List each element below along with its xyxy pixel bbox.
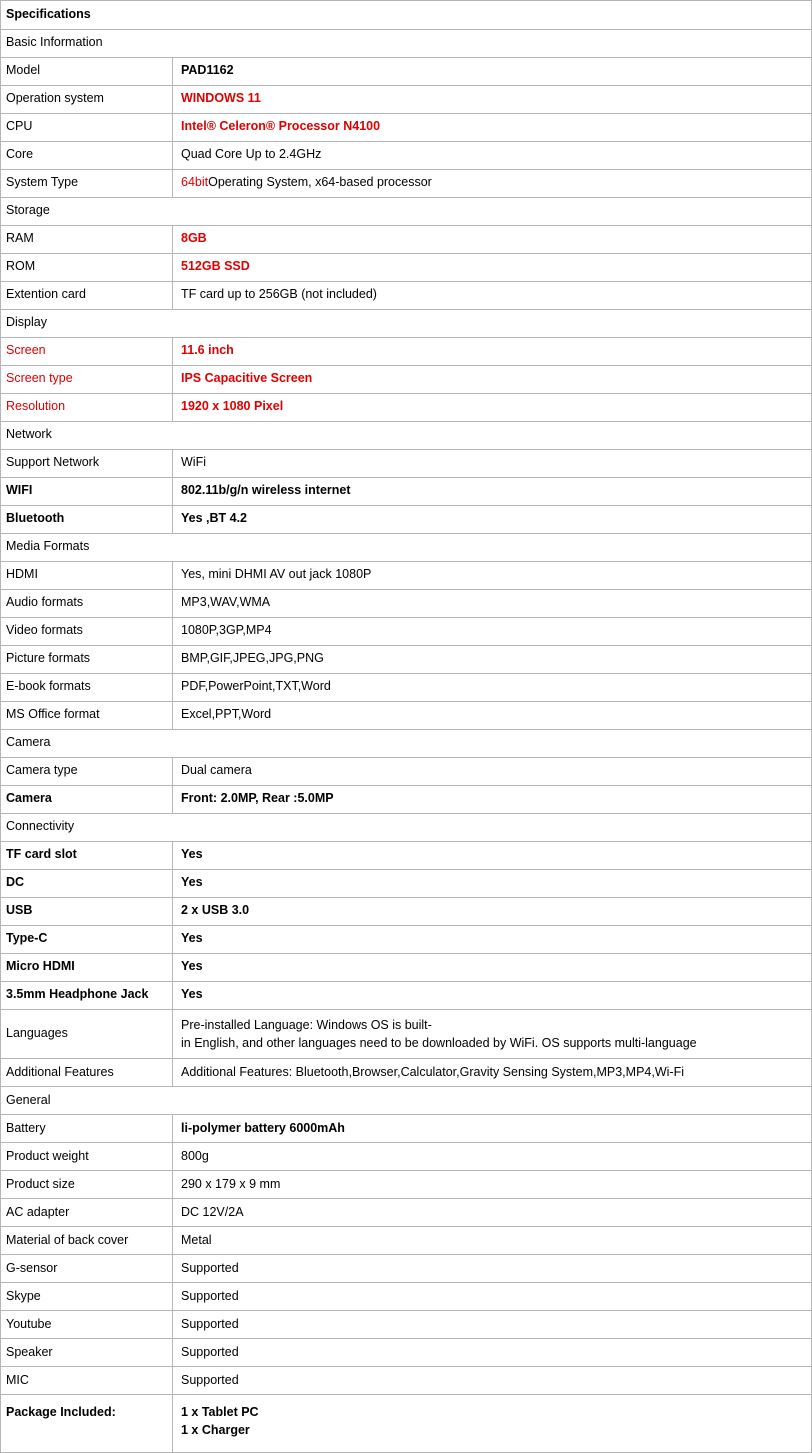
row-label-hdmi: HDMI — [1, 562, 173, 589]
row-value-skype: Supported — [181, 1288, 239, 1303]
row-value-back-cover-material: Metal — [181, 1232, 212, 1247]
row-value-type-c: Yes — [181, 931, 203, 946]
row-label-model: Model — [1, 58, 173, 85]
row-value-bluetooth: Yes ,BT 4.2 — [181, 511, 248, 526]
row-label-bluetooth: Bluetooth — [1, 506, 173, 533]
table-row — [1, 646, 811, 674]
table-row — [1, 702, 811, 730]
section-header-storage — [1, 198, 811, 226]
row-value-picture-formats: BMP,GIF,JPEG,JPG,PNG — [181, 651, 324, 666]
row-label-ebook-formats: E-book formats — [1, 674, 173, 701]
table-row — [1, 394, 811, 422]
row-label-ms-office-format: MS Office format — [1, 702, 173, 729]
row-value-headphone-jack: Yes — [181, 987, 203, 1002]
row-label-product-size: Product size — [1, 1171, 173, 1198]
table-row — [1, 618, 811, 646]
table-row — [1, 1311, 811, 1339]
section-header-general — [1, 1087, 811, 1115]
row-label-back-cover-material: Material of back cover — [1, 1227, 173, 1254]
table-row — [1, 254, 811, 282]
row-label-rom: ROM — [1, 254, 173, 281]
languages-line-2: in English, and other languages need to be downloaded by WiFi. OS supports multi-language — [181, 1035, 697, 1050]
row-value-speaker: Supported — [181, 1344, 239, 1359]
row-label-camera-type: Camera type — [1, 758, 173, 785]
row-value-operation-system: WINDOWS 11 — [181, 91, 261, 106]
package-item-1: 1 x Tablet PC — [181, 1404, 259, 1419]
row-value-languages — [173, 1010, 811, 1058]
system-type-bits: 64bit — [181, 175, 209, 190]
table-row — [1, 982, 811, 1010]
row-label-ram: RAM — [1, 226, 173, 253]
row-label-micro-hdmi: Micro HDMI — [1, 954, 173, 981]
row-label-type-c: Type-C — [1, 926, 173, 953]
row-label-extention-card: Extention card — [1, 282, 173, 309]
row-label-wifi: WIFI — [1, 478, 173, 505]
table-row — [1, 1199, 811, 1227]
table-row-package-included — [1, 1395, 811, 1453]
row-value-package-included — [173, 1395, 811, 1452]
table-row — [1, 786, 811, 814]
row-label-mic: MIC — [1, 1367, 173, 1394]
row-value-camera-type: Dual camera — [181, 763, 252, 778]
section-header-basic-information — [1, 30, 811, 58]
table-row — [1, 338, 811, 366]
row-label-camera: Camera — [1, 786, 173, 813]
table-row — [1, 1227, 811, 1255]
table-row — [1, 590, 811, 618]
table-row — [1, 758, 811, 786]
row-label-video-formats: Video formats — [1, 618, 173, 645]
section-label: Display — [6, 315, 47, 330]
section-label: Media Formats — [6, 539, 90, 554]
table-row — [1, 870, 811, 898]
row-value-youtube: Supported — [181, 1316, 239, 1331]
system-type-rest: Operating System, x64-based processor — [208, 175, 432, 190]
table-row — [1, 114, 811, 142]
row-label-audio-formats: Audio formats — [1, 590, 173, 617]
row-value-screen-type: IPS Capacitive Screen — [181, 371, 313, 386]
row-value-support-network: WiFi — [181, 455, 206, 470]
table-row — [1, 1367, 811, 1395]
row-value-rom: 512GB SSD — [181, 259, 250, 274]
section-header-network — [1, 422, 811, 450]
row-value-model: PAD1162 — [181, 63, 234, 78]
section-header-camera — [1, 730, 811, 758]
row-value-ms-office-format: Excel,PPT,Word — [181, 707, 272, 722]
table-row — [1, 478, 811, 506]
table-row — [1, 506, 811, 534]
table-row — [1, 58, 811, 86]
row-value-g-sensor: Supported — [181, 1260, 239, 1275]
row-label-ac-adapter: AC adapter — [1, 1199, 173, 1226]
row-label-skype: Skype — [1, 1283, 173, 1310]
table-row — [1, 842, 811, 870]
section-label: Camera — [6, 735, 51, 750]
table-row — [1, 1010, 811, 1059]
section-label: Storage — [6, 203, 50, 218]
row-label-additional-features: Additional Features — [1, 1059, 173, 1086]
row-label-package-included: Package Included: — [1, 1395, 173, 1452]
row-value-micro-hdmi: Yes — [181, 959, 203, 974]
row-label-screen: Screen — [1, 338, 173, 365]
table-row — [1, 562, 811, 590]
section-header-display — [1, 310, 811, 338]
table-row — [1, 226, 811, 254]
row-label-resolution: Resolution — [1, 394, 173, 421]
row-label-operation-system: Operation system — [1, 86, 173, 113]
row-value-extention-card: TF card up to 256GB (not included) — [181, 287, 377, 302]
table-row — [1, 1059, 811, 1087]
table-row — [1, 1171, 811, 1199]
table-row — [1, 926, 811, 954]
row-value-mic: Supported — [181, 1372, 239, 1387]
table-row — [1, 954, 811, 982]
section-label: General — [6, 1092, 51, 1107]
row-value-battery: li-polymer battery 6000mAh — [181, 1120, 345, 1135]
row-value-core: Quad Core Up to 2.4GHz — [181, 147, 322, 162]
languages-line-1: Pre-installed Language: Windows OS is built- — [181, 1017, 432, 1032]
row-label-picture-formats: Picture formats — [1, 646, 173, 673]
row-label-cpu: CPU — [1, 114, 173, 141]
row-value-wifi: 802.11b/g/n wireless internet — [181, 483, 351, 498]
row-value-ram: 8GB — [181, 231, 207, 246]
row-value-audio-formats: MP3,WAV,WMA — [181, 595, 271, 610]
row-value-hdmi: Yes, mini DHMI AV out jack 1080P — [181, 567, 372, 582]
row-value-additional-features: Additional Features: Bluetooth,Browser,Calculator,Gravity Sensing System,MP3,MP4,Wi-Fi — [181, 1064, 684, 1079]
row-value-usb: 2 x USB 3.0 — [181, 903, 250, 918]
row-value-tf-card-slot: Yes — [181, 847, 203, 862]
table-row — [1, 1115, 811, 1143]
table-row — [1, 170, 811, 198]
table-row — [1, 86, 811, 114]
row-value-dc: Yes — [181, 875, 203, 890]
row-label-screen-type: Screen type — [1, 366, 173, 393]
row-value-product-size: 290 x 179 x 9 mm — [181, 1176, 281, 1191]
row-label-product-weight: Product weight — [1, 1143, 173, 1170]
row-label-dc: DC — [1, 870, 173, 897]
row-value-cpu: Intel® Celeron® Processor N4100 — [181, 119, 381, 134]
row-label-youtube: Youtube — [1, 1311, 173, 1338]
row-value-product-weight: 800g — [181, 1148, 209, 1163]
row-label-support-network: Support Network — [1, 450, 173, 477]
table-row — [1, 1255, 811, 1283]
section-header-media-formats — [1, 534, 811, 562]
row-value-ebook-formats: PDF,PowerPoint,TXT,Word — [181, 679, 331, 694]
row-label-system-type: System Type — [1, 170, 173, 197]
table-row — [1, 898, 811, 926]
row-value-resolution: 1920 x 1080 Pixel — [181, 399, 284, 414]
table-row — [1, 282, 811, 310]
row-value-camera: Front: 2.0MP, Rear :5.0MP — [181, 791, 334, 806]
table-row — [1, 142, 811, 170]
row-label-core: Core — [1, 142, 173, 169]
row-value-ac-adapter: DC 12V/2A — [181, 1204, 244, 1219]
row-label-speaker: Speaker — [1, 1339, 173, 1366]
section-label: Connectivity — [6, 819, 75, 834]
table-row — [1, 1283, 811, 1311]
row-value-screen: 11.6 inch — [181, 343, 234, 358]
row-label-languages: Languages — [1, 1010, 173, 1058]
page-title: Specifications — [6, 7, 91, 21]
section-label: Network — [6, 427, 52, 442]
row-label-tf-card-slot: TF card slot — [1, 842, 173, 869]
row-label-headphone-jack: 3.5mm Headphone Jack — [1, 982, 173, 1009]
table-row — [1, 366, 811, 394]
section-label: Basic Information — [6, 35, 103, 50]
table-row — [1, 674, 811, 702]
row-label-g-sensor: G-sensor — [1, 1255, 173, 1282]
row-label-usb: USB — [1, 898, 173, 925]
row-value-video-formats: 1080P,3GP,MP4 — [181, 623, 272, 638]
package-item-2: 1 x Charger — [181, 1423, 250, 1437]
table-row — [1, 1339, 811, 1367]
table-row — [1, 450, 811, 478]
row-value-system-type — [173, 170, 811, 197]
section-header-connectivity — [1, 814, 811, 842]
row-label-battery: Battery — [1, 1115, 173, 1142]
table-title-row — [1, 1, 811, 30]
table-row — [1, 1143, 811, 1171]
